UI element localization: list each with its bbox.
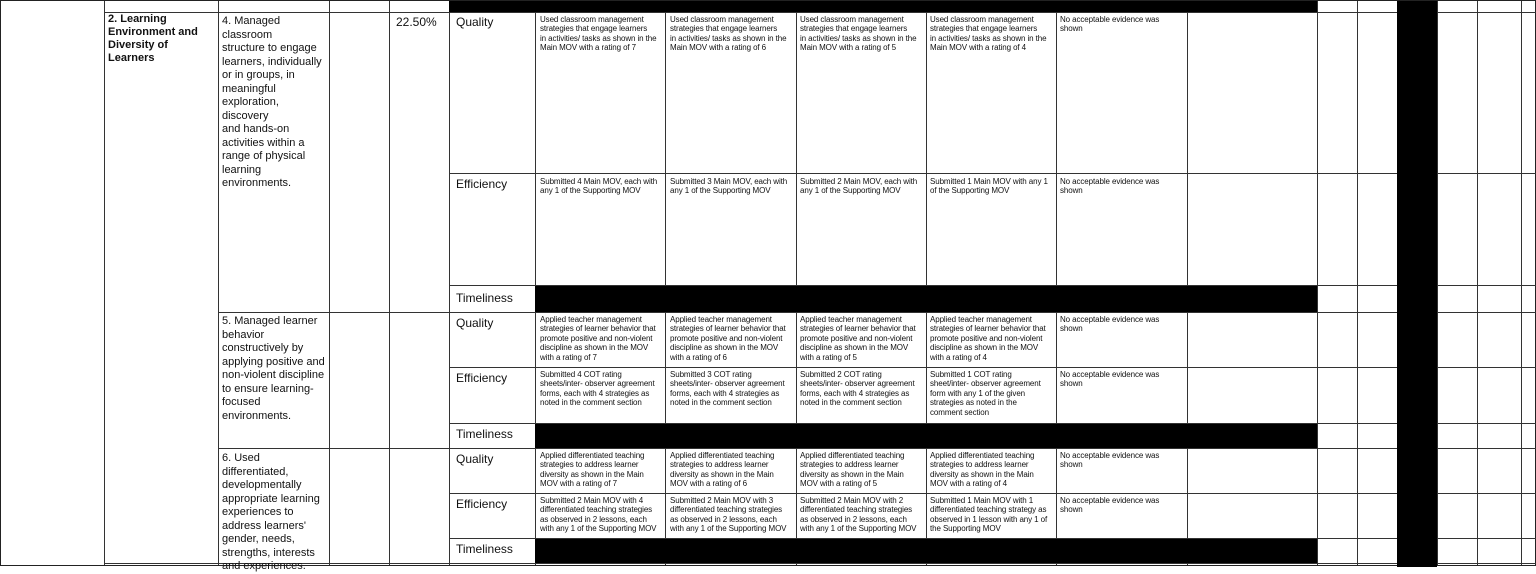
col-line	[389, 1, 390, 565]
rating-cell: No acceptable evidence was shown	[1060, 451, 1160, 470]
col-line	[1437, 1, 1438, 565]
row-line	[449, 493, 1536, 494]
rating-cell: Submitted 1 COT rating sheet/inter- observer agreement form with any 1 of the given strategies as noted in the comment section	[930, 370, 1041, 417]
row-line	[449, 367, 1536, 368]
col-line	[1056, 1, 1057, 565]
rating-cell: Applied differentiated teaching strategies to address learner diversity as shown in the Main MOV with a rating of 6	[670, 451, 775, 489]
criterion-quality: Quality	[456, 452, 494, 466]
rating-cell: No acceptable evidence was shown	[1060, 496, 1160, 515]
criterion-timeliness: Timeliness	[456, 427, 513, 441]
rating-cell: Submitted 3 COT rating sheets/inter- observer agreement forms, each with 4 strategies as noted in the comment section	[670, 370, 785, 408]
col-line	[329, 1, 330, 565]
criterion-quality: Quality	[456, 15, 494, 29]
criterion-efficiency: Efficiency	[456, 371, 508, 385]
redacted-column	[1397, 1, 1437, 567]
objective-6: 6. Used differentiated, developmentally appropriate learning experiences to address learners' gender, needs, strengths, interests and experiences.	[222, 452, 320, 572]
rating-cell: Applied differentiated teaching strategies to address learner diversity as shown in the Main MOV with a rating of 7	[540, 451, 645, 489]
timeliness-black-cell	[535, 424, 1317, 448]
kra-title: 2. Learning Environment and Diversity of Learners	[108, 13, 198, 64]
rating-cell: Submitted 2 Main MOV with 3 differentiated teaching strategies as observed in 2 lessons, each with any 1 of the Supporting MOV	[670, 496, 787, 534]
row-line	[218, 312, 1536, 313]
rating-cell: Submitted 4 COT rating sheets/inter- observer agreement forms, each with 4 strategies as noted in the comment section	[540, 370, 655, 408]
rating-cell: Applied differentiated teaching strategies to address learner diversity as shown in the Main MOV with a rating of 5	[800, 451, 905, 489]
rating-cell: Used classroom management strategies that engage learners in activities/ tasks as shown in the Main MOV with a rating of 5	[800, 15, 917, 53]
criterion-quality: Quality	[456, 316, 494, 330]
col-line	[1357, 1, 1358, 565]
col-line	[449, 1, 450, 565]
rating-cell: Applied teacher management strategies of learner behavior that promote positive and non-violent discipline as shown in the MOV with a rating of 5	[800, 315, 916, 362]
row-line	[104, 12, 1536, 13]
col-line	[796, 1, 797, 565]
timeliness-black-cell	[535, 539, 1317, 563]
rating-cell: Used classroom management strategies that engage learners in activities/ tasks as shown in the Main MOV with a rating of 7	[540, 15, 657, 53]
rating-cell: Submitted 2 Main MOV, each with any 1 of the Supporting MOV	[800, 177, 918, 196]
objective-4: 4. Managed classroom structure to engage learners, individually or in groups, in meaningful exploration, discovery and hands-on activities within a range of physical learning environments.	[222, 15, 322, 189]
rating-cell: No acceptable evidence was shown	[1060, 177, 1160, 196]
rating-cell: Applied teacher management strategies of learner behavior that promote positive and non-violent discipline as shown in the MOV with a rating of 6	[670, 315, 786, 362]
rating-cell: Applied teacher management strategies of learner behavior that promote positive and non-violent discipline as shown in the MOV with a rating of 7	[540, 315, 656, 362]
kra-weight: 22.50%	[396, 15, 437, 29]
objective-5: 5. Managed learner behavior constructively by applying positive and non-violent discipline to ensure learning- focused environments.	[222, 315, 325, 422]
col-line	[926, 1, 927, 565]
col-line	[1477, 1, 1478, 565]
rating-cell: Submitted 3 Main MOV, each with any 1 of the Supporting MOV	[670, 177, 788, 196]
rating-cell: Submitted 2 Main MOV with 2 differentiated teaching strategies as observed in 2 lessons, each with any 1 of the Supporting MOV	[800, 496, 917, 534]
rating-cell: Applied teacher management strategies of learner behavior that promote positive and non-violent discipline as shown in the MOV with a rating of 4	[930, 315, 1046, 362]
criterion-timeliness: Timeliness	[456, 291, 513, 305]
col-line	[104, 1, 105, 565]
header-black-bar	[449, 1, 1317, 12]
rating-cell: Submitted 1 Main MOV with 1 differentiated teaching strategy as observed in 1 lesson with any 1 of the Supporting MOV	[930, 496, 1048, 534]
timeliness-black-cell	[535, 286, 1317, 312]
rating-cell: Submitted 2 COT rating sheets/inter- observer agreement forms, each with 4 strategies as noted in the comment section	[800, 370, 915, 408]
criterion-efficiency: Efficiency	[456, 497, 508, 511]
rating-cell: No acceptable evidence was shown	[1060, 15, 1160, 34]
col-line	[1187, 1, 1188, 565]
rating-cell: No acceptable evidence was shown	[1060, 315, 1160, 334]
row-line	[449, 173, 1536, 174]
col-line	[535, 1, 536, 565]
col-line	[1317, 1, 1318, 565]
rating-cell: Submitted 1 Main MOV with any 1 of the Supporting MOV	[930, 177, 1048, 196]
row-line	[218, 448, 1536, 449]
rating-cell: No acceptable evidence was shown	[1060, 370, 1160, 389]
criterion-efficiency: Efficiency	[456, 177, 508, 191]
col-line	[218, 1, 219, 565]
rating-cell: Applied differentiated teaching strategies to address learner diversity as shown in the Main MOV with a rating of 4	[930, 451, 1035, 489]
rating-cell: Submitted 2 Main MOV with 4 differentiated teaching strategies as observed in 2 lessons, each with any 1 of the Supporting MOV	[540, 496, 657, 534]
rating-cell: Used classroom management strategies that engage learners in activities/ tasks as shown in the Main MOV with a rating of 6	[670, 15, 787, 53]
col-line	[1521, 1, 1522, 565]
criterion-timeliness: Timeliness	[456, 542, 513, 556]
rating-cell: Used classroom management strategies that engage learners in activities/ tasks as shown in the Main MOV with a rating of 4	[930, 15, 1047, 53]
rating-cell: Submitted 4 Main MOV, each with any 1 of the Supporting MOV	[540, 177, 658, 196]
